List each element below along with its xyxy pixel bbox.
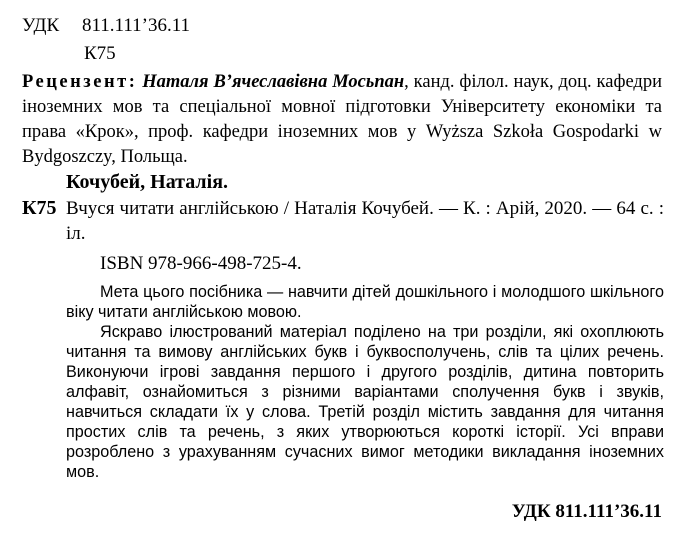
udk-label: УДК	[22, 15, 60, 36]
reviewer-name: Наталя В’ячеславівна Мосьпан	[142, 72, 405, 92]
reviewer-block	[22, 70, 662, 170]
bibliographic-description: Вчуся читати англійською / Наталія Кочубей. — К. : Арій, 2020. — 64 с. : іл.	[66, 198, 664, 244]
reviewer-details: , канд. філол. наук, доц. кафедри іноземних мов та спеціальної мовної підготовки Університету економіки та права «Крок», проф. кафедри іноземних мов у Wyższa Szkoła Gospodarki w Bydgoszczy, Польща.	[22, 72, 662, 167]
author-mark-side: К75	[22, 197, 57, 219]
reviewer-label: Рецензент:	[22, 72, 138, 92]
udk-code: 811.111’36.11	[82, 15, 191, 36]
udk-header	[22, 14, 190, 38]
isbn: ISBN 978-966-498-725-4.	[100, 253, 302, 274]
author-heading: Кочубей, Наталія.	[66, 171, 229, 193]
udk-footer: УДК 811.111’36.11	[511, 501, 662, 522]
annotation-paragraph: Мета цього посібника — навчити дітей дошкільного і молодшого шкільного віку читати англійською мовою.	[66, 283, 664, 321]
annotation	[66, 282, 664, 482]
author-mark-top: К75	[84, 43, 116, 64]
annotation-paragraph: Яскраво ілюстрований матеріал поділено на три розділи, які охоплюють читання та вимову англійських букв і буквосполучень, слів та цілих речень. Виконуючи ігрові завдання першого і другого розділів, дитина повторить алфавіт, ознайомиться з різними варіантами сполучення букв і звуків, навчиться складати їх у слова. Третій розділ містить завдання для читання простих слів та речень, з яких утворюються короткі історії. Усі вправи розроблено з урахуванням сучасних вимог методики викладання іноземних мов.	[66, 323, 664, 481]
